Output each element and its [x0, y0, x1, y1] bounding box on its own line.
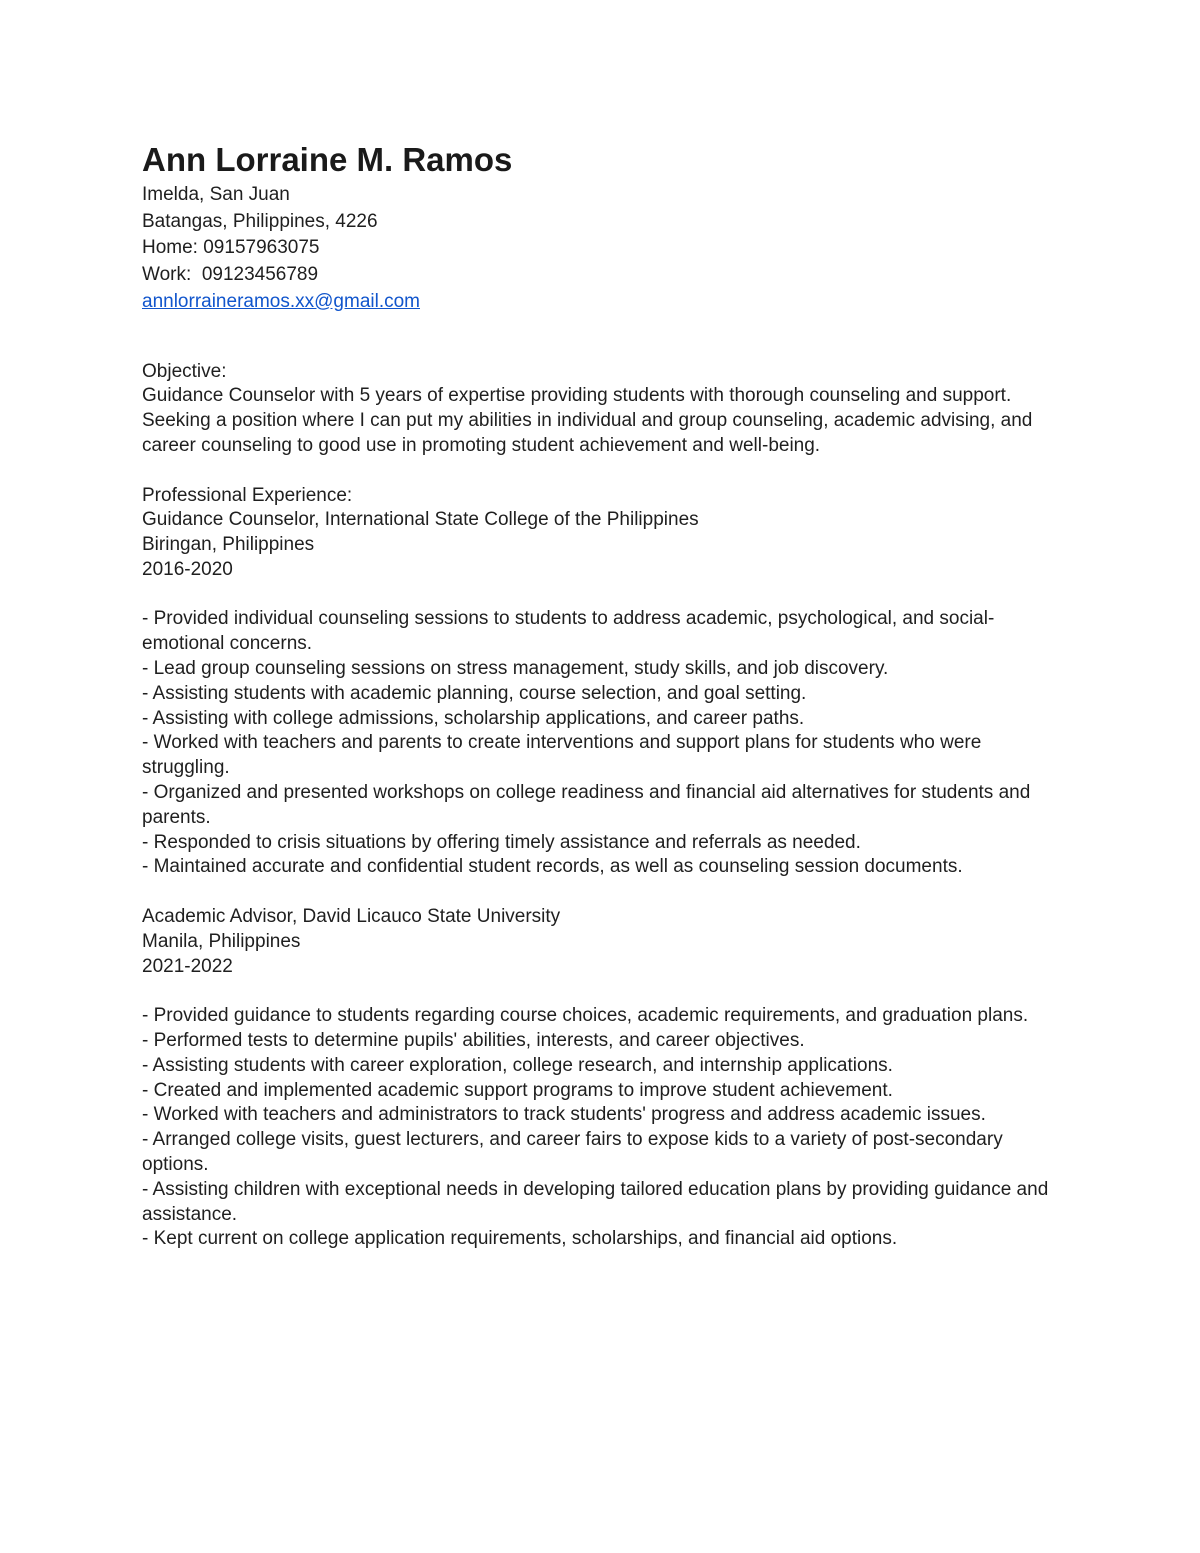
email-link[interactable]: annlorraineramos.xx@gmail.com [142, 290, 420, 312]
list-item: - Worked with teachers and parents to create interventions and support plans for students who were struggling. [142, 732, 982, 779]
job-years: 2021-2022 [142, 955, 233, 977]
objective-text: Guidance Counselor with 5 years of expertise providing students with thorough counseling and support. Seeking a position where I can put my abilities in individual and group counseling, academic advising, and career counseling to good use in promoting student achievement and well-being. [142, 385, 1033, 456]
objective-heading: Objective: [142, 360, 227, 382]
list-item: - Assisting children with exceptional needs in developing tailored education plans by providing guidance and assistance. [142, 1178, 1049, 1225]
list-item: - Provided individual counseling sessions to students to address academic, psychological, and social-emotional concerns. [142, 608, 995, 655]
list-item: - Assisting students with career exploration, college research, and internship applications. [142, 1054, 893, 1076]
list-item: - Assisting with college admissions, scholarship applications, and career paths. [142, 707, 805, 729]
work-phone: Work: 09123456789 [142, 264, 319, 286]
list-item: - Lead group counseling sessions on stress management, study skills, and job discovery. [142, 658, 889, 680]
job-entry [142, 905, 1062, 1252]
list-item: - Provided guidance to students regarding course choices, academic requirements, and graduation plans. [142, 1005, 1029, 1027]
list-item: - Worked with teachers and administrators to track students' progress and address academic issues. [142, 1104, 986, 1126]
experience-heading: Professional Experience: [142, 484, 353, 506]
list-item: - Kept current on college application requirements, scholarships, and financial aid options. [142, 1228, 898, 1250]
job-location: Biringan, Philippines [142, 534, 315, 556]
job-entry [142, 508, 1062, 880]
home-phone: Home: 09157963075 [142, 237, 320, 259]
address-line-1: Imelda, San Juan [142, 184, 290, 205]
job-title: Guidance Counselor, International State College of the Philippines [142, 509, 699, 531]
list-item: - Organized and presented workshops on college readiness and financial aid alternatives for students and parents. [142, 782, 1031, 828]
list-item: - Maintained accurate and confidential student records, as well as counseling session documents. [142, 856, 963, 878]
list-item: - Created and implemented academic support programs to improve student achievement. [142, 1079, 893, 1101]
list-item: - Assisting students with academic planning, course selection, and goal setting. [142, 682, 807, 704]
resume-name: Ann Lorraine M. Ramos [142, 141, 513, 178]
list-item: - Performed tests to determine pupils' abilities, interests, and career objectives. [142, 1030, 805, 1052]
list-item: - Responded to crisis situations by offering timely assistance and referrals as needed. [142, 831, 861, 853]
job-years: 2016-2020 [142, 558, 233, 580]
address-line-2: Batangas, Philippines, 4226 [142, 210, 378, 232]
job-bullets [142, 1004, 1062, 1252]
resume-document [142, 140, 1062, 1252]
list-item: - Arranged college visits, guest lecturers, and career fairs to expose kids to a variety of post-secondary options. [142, 1129, 1003, 1176]
job-bullets [142, 607, 1062, 880]
job-location: Manila, Philippines [142, 930, 301, 952]
job-title: Academic Advisor, David Licauco State University [142, 906, 561, 928]
